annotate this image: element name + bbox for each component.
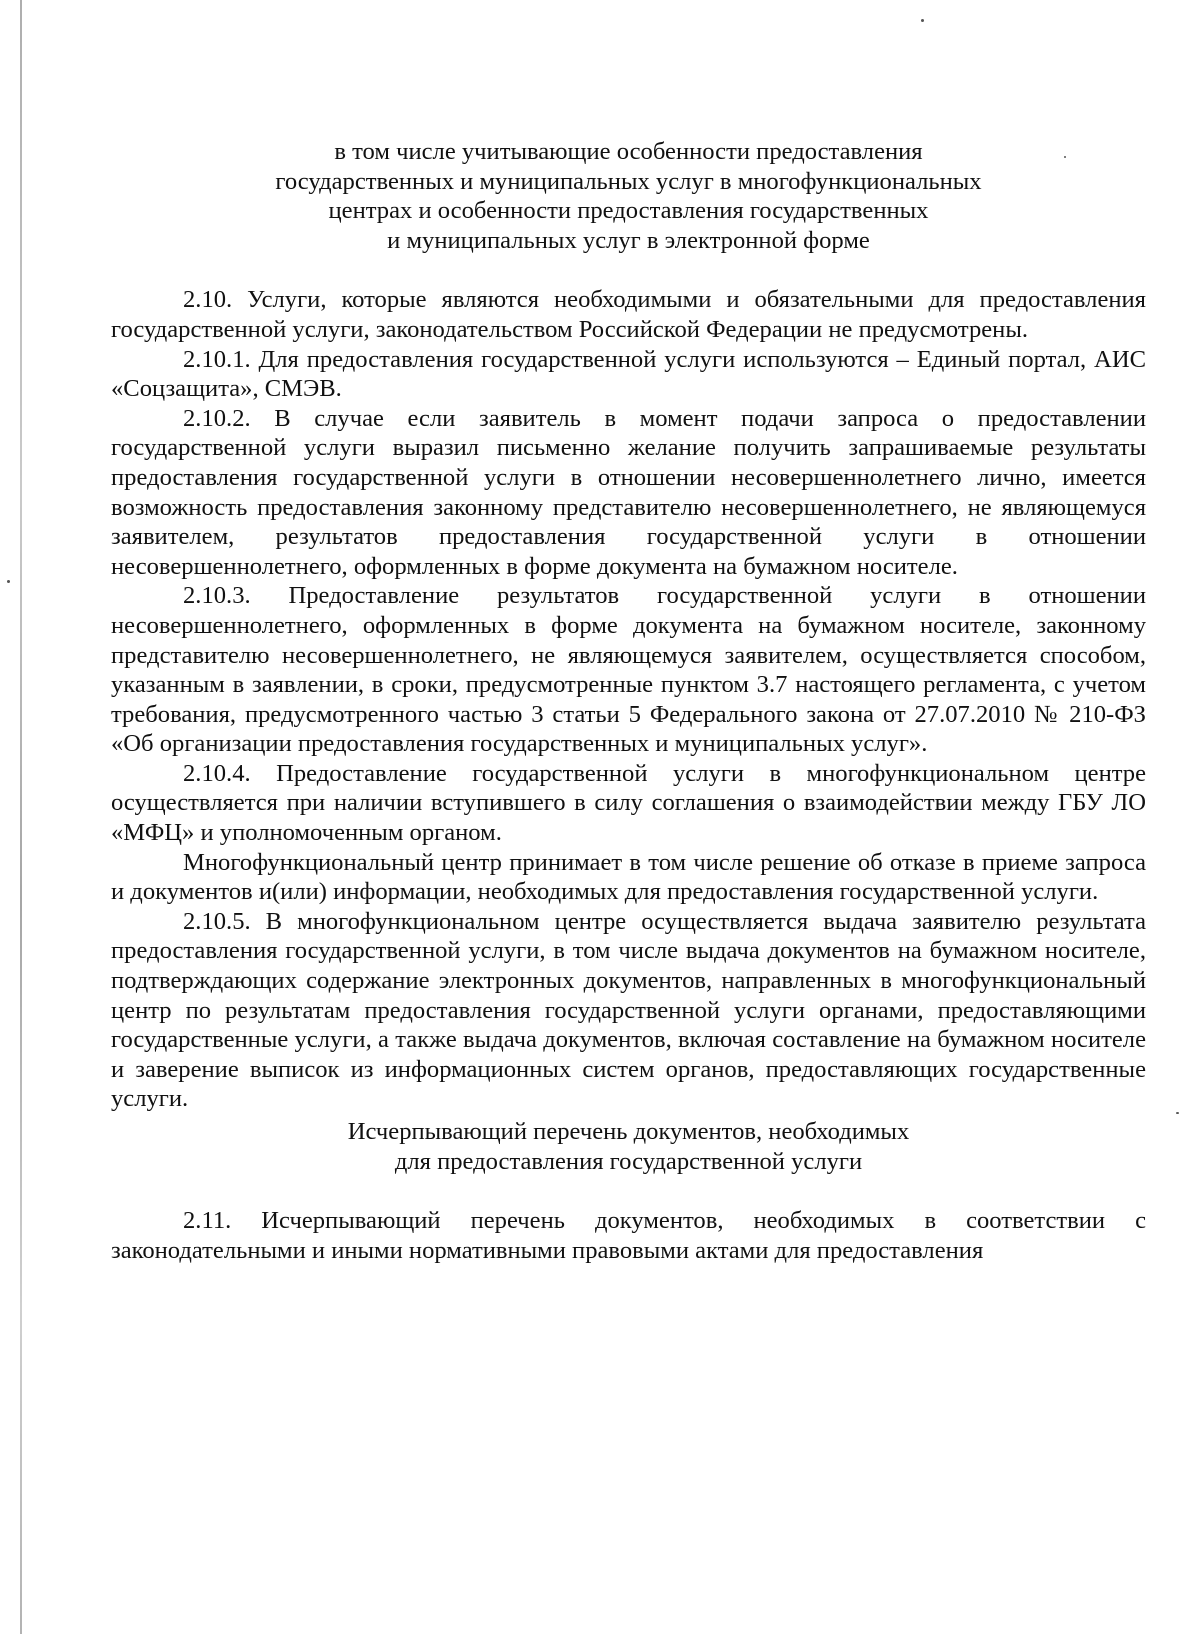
heading-line: в том числе учитывающие особенности предоставления bbox=[334, 138, 923, 165]
spacer bbox=[111, 255, 1146, 285]
heading-line: Исчерпывающий перечень документов, необходимых bbox=[347, 1118, 910, 1145]
section-heading-1 bbox=[111, 137, 1146, 255]
paragraph-2-10-1: 2.10.1. Для предоставления государственной услуги используются – Единый портал, АИС «Соцзащита», СМЭВ. bbox=[111, 345, 1146, 403]
paragraph-2-10: 2.10. Услуги, которые являются необходимыми и обязательными для предоставления государственной услуги, законодательством Российской Федерации не предусмотрены. bbox=[111, 286, 1146, 343]
scan-speck bbox=[921, 19, 924, 22]
scan-left-edge bbox=[20, 0, 22, 1634]
spacer bbox=[111, 1176, 1146, 1206]
heading-line: для предоставления государственной услуги bbox=[394, 1147, 863, 1175]
paragraph-2-10-4: 2.10.4. Предоставление государственной услуги в многофункциональном центре осуществляется при наличии вступившего в силу соглашения о взаимодействии между ГБУ ЛО «МФЦ» и уполномоченным органом. bbox=[111, 759, 1146, 847]
paragraph-2-11: 2.11. Исчерпывающий перечень документов, необходимых в соответствии с законодательными и иными нормативными правовыми актами для предоставления bbox=[111, 1207, 1146, 1264]
heading-line: и муниципальных услуг в электронной форме bbox=[387, 226, 870, 254]
scan-speck bbox=[1176, 1112, 1179, 1114]
heading-line: государственных и муниципальных услуг в многофункциональных bbox=[275, 167, 982, 195]
document-body bbox=[111, 137, 1146, 1265]
scan-speck bbox=[7, 580, 10, 583]
paragraph-2-10-2: 2.10.2. В случае если заявитель в момент подачи запроса о предоставлении государственной услуги выразил письменно желание получить запрашиваемые результаты предоставления государственной услуги в отношении несовершеннолетнего лично, имеется возможность предоставления законному представителю несовершеннолетнего, не являющемуся заявителем, результатов предоставления государственной услуги в отношении несовершеннолетнего, оформленных в форме документа на бумажном носителе. bbox=[111, 404, 1146, 580]
paragraph-2-10-3: 2.10.3. Предоставление результатов государственной услуги в отношении несовершеннолетнего, оформленных в форме документа на бумажном носителе, законному представителю несовершеннолетнего, не являющемуся заявителем, осуществляется способом, указанным в заявлении, в сроки, предусмотренные пунктом 3.7 настоящего регламента, с учетом требования, предусмотренного частью 3 статьи 5 Федерального закона от 27.07.2010 № 210-ФЗ «Об организации предоставления государственных и муниципальных услуг». bbox=[111, 582, 1146, 758]
heading-line: центрах и особенности предоставления государственных bbox=[328, 197, 929, 225]
paragraph-mfc-refusal: Многофункциональный центр принимает в том числе решение об отказе в приеме запроса и документов и(или) информации, необходимых для предоставления государственной услуги. bbox=[111, 848, 1146, 906]
paragraph-2-10-5: 2.10.5. В многофункциональном центре осуществляется выдача заявителю результата предоставления государственной услуги, в том числе выдача документов на бумажном носителе, подтверждающих содержание электронных документов, направленных в многофункциональный центр по результатам предоставления государственной услуги органами, предоставляющими государственные услуги, а также выдача документов, включая составление на бумажном носителе и заверение выписок из информационных систем органов, предоставляющих государственные услуги. bbox=[111, 907, 1146, 1113]
section-heading-2 bbox=[111, 1117, 1146, 1176]
